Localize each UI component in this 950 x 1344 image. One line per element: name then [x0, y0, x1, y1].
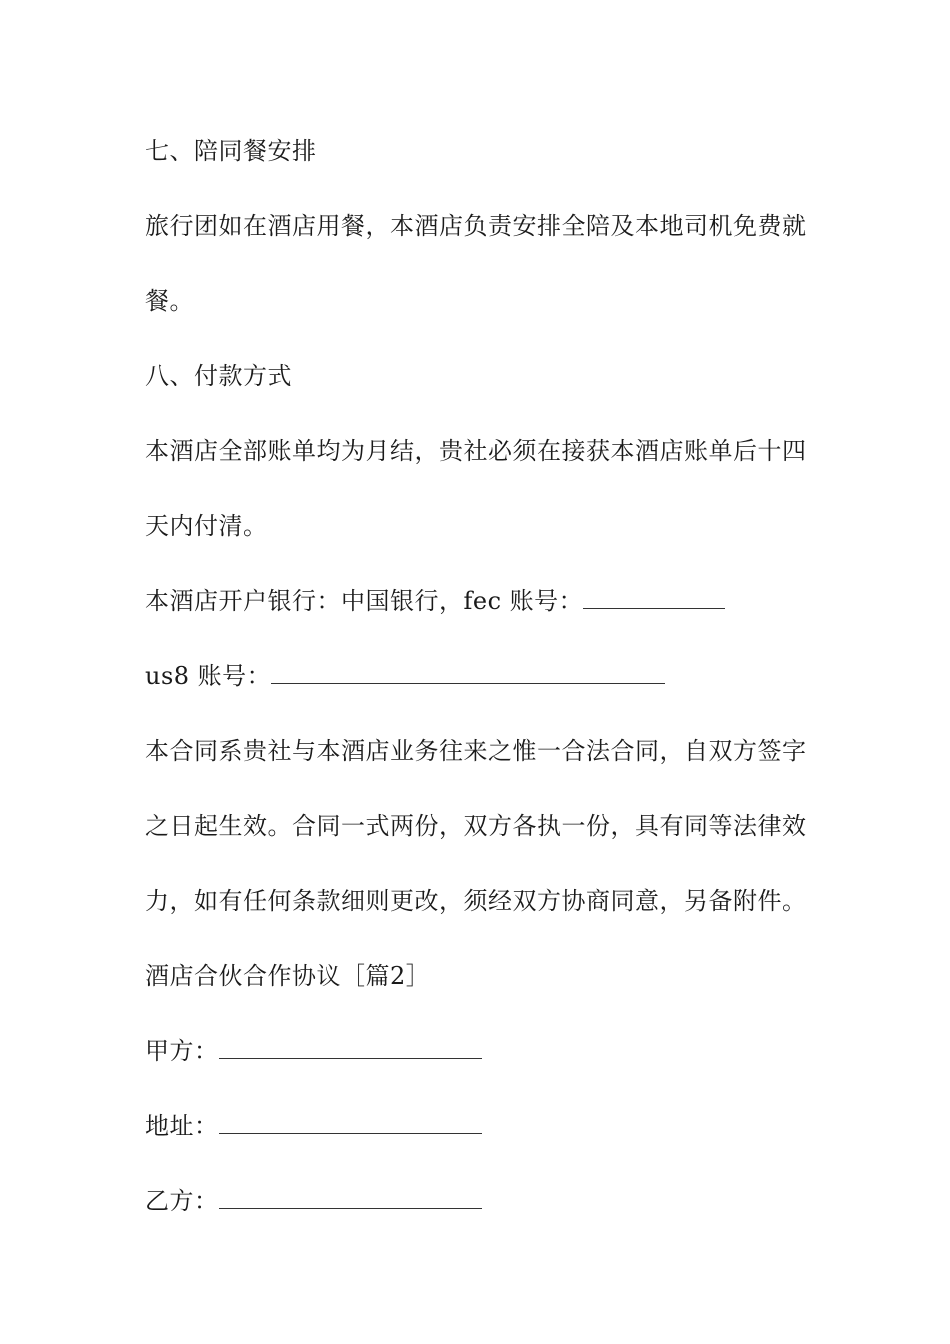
agreement-2-title: 酒店合伙合作协议［篇2］: [145, 962, 431, 990]
bank-account-label: 本酒店开户银行：中国银行，fec 账号：: [145, 587, 584, 615]
contract-clause-line-3: 力，如有任何条款细则更改，须经双方协商同意，另备附件。: [145, 887, 807, 915]
section-8-heading: 八、付款方式: [145, 362, 292, 390]
party-a-blank[interactable]: [219, 1038, 482, 1059]
party-a-label: 甲方：: [145, 1037, 219, 1065]
us-account-label: us8 账号：: [145, 662, 272, 690]
section-8-body-line-1: 本酒店全部账单均为月结，贵社必须在接获本酒店账单后十四: [145, 437, 807, 465]
us-account-blank[interactable]: [271, 663, 665, 684]
party-a-line: [145, 1036, 482, 1066]
contract-clause-line-2: 之日起生效。合同一式两份，双方各执一份，具有同等法律效: [145, 812, 807, 840]
address-line: [145, 1111, 482, 1141]
contract-clause-line-1: 本合同系贵社与本酒店业务往来之惟一合法合同，自双方签字: [145, 737, 807, 765]
section-7-body-line-2: 餐。: [145, 287, 194, 315]
party-b-line: [145, 1186, 482, 1216]
address-blank[interactable]: [219, 1113, 482, 1134]
address-label: 地址：: [145, 1112, 219, 1140]
fec-account-blank[interactable]: [583, 588, 725, 609]
section-7-heading: 七、陪同餐安排: [145, 137, 317, 165]
section-8-body-line-2: 天内付清。: [145, 512, 268, 540]
us-account-line: [145, 661, 665, 691]
party-b-blank[interactable]: [219, 1188, 482, 1209]
party-b-label: 乙方：: [145, 1187, 219, 1215]
bank-account-line: [145, 586, 725, 616]
section-7-body-line-1: 旅行团如在酒店用餐，本酒店负责安排全陪及本地司机免费就: [145, 212, 807, 240]
